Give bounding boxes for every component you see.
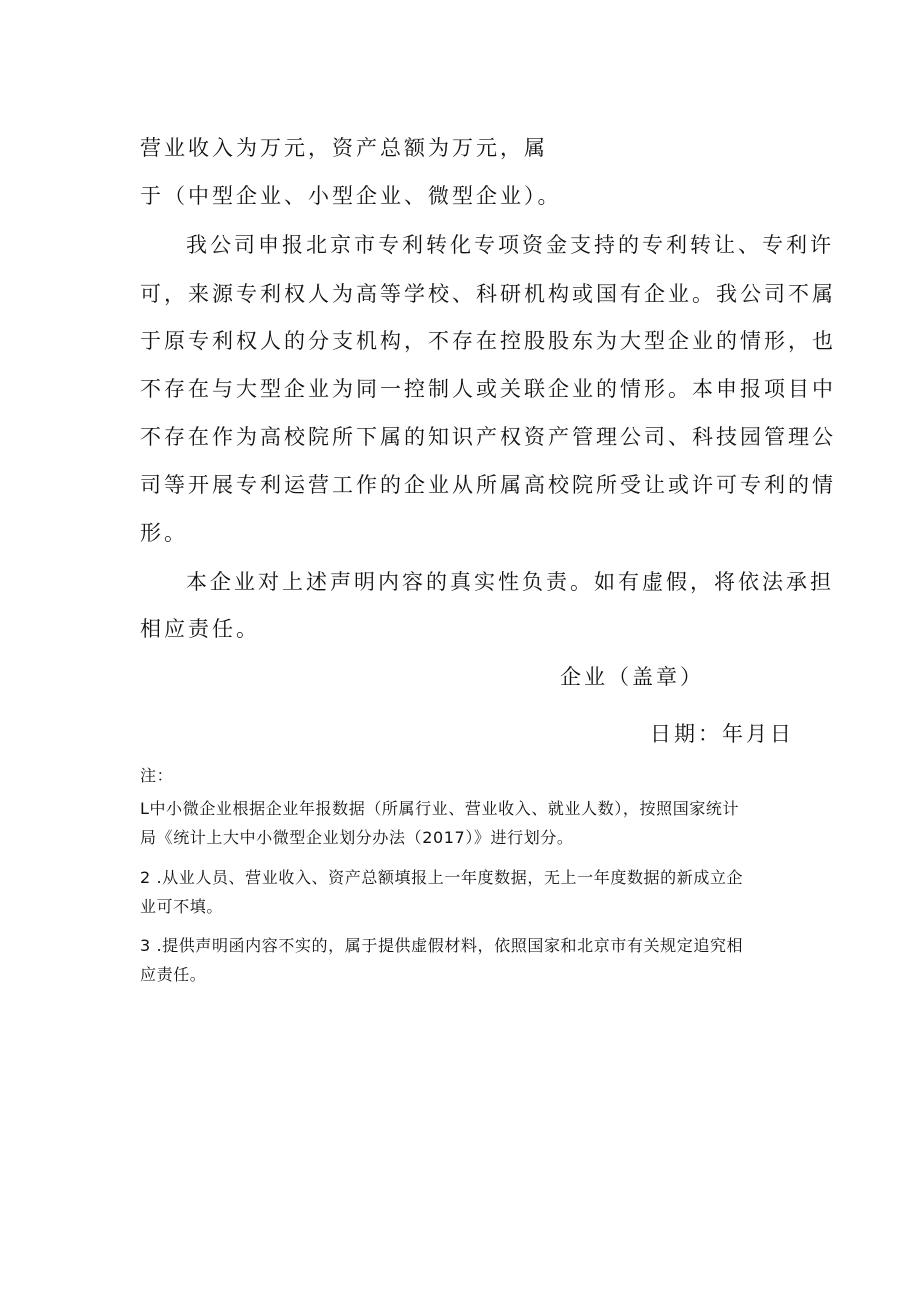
body-line: 本企业对上述声明内容的真实性负责。如有虚假，将依法承担 [186, 570, 834, 594]
body-line: 于（中型企业、小型企业、微型企业）。 [140, 184, 562, 208]
body-line: 营业收入为万元，资产总额为万元，属 [140, 136, 548, 160]
body-line: 可，来源专利权人为高等学校、科研机构或国有企业。我公司不属 [140, 282, 836, 306]
notes-heading: 注： [140, 766, 174, 785]
note-line: 2 .从业人员、营业收入、资产总额填报上一年度数据，无上一年度数据的新成立企 [140, 868, 744, 887]
body-line: 相应责任。 [140, 617, 260, 641]
note-line: 局《统计上大中小微型企业划分办法（2017）》进行划分。 [140, 828, 574, 847]
body-line: 于原专利权人的分支机构，不存在控股股东为大型企业的情形，也 [140, 329, 836, 353]
note-line: 业可不填。 [140, 897, 224, 916]
company-seal-label: 企业（盖章） [560, 665, 704, 689]
note-line: 3 .提供声明函内容不实的，属于提供虚假材料，依照国家和北京市有关规定追究相 [140, 936, 744, 955]
body-line: 我公司申报北京市专利转化专项资金支持的专利转让、专利许 [186, 233, 834, 257]
note-line: 应责任。 [140, 965, 207, 984]
note-line: L中小微企业根据企业年报数据（所属行业、营业收入、就业人数），按照国家统计 [140, 799, 740, 818]
body-line: 不存在与大型企业为同一控制人或关联企业的情形。本申报项目中 [140, 377, 836, 401]
body-line: 形。 [140, 521, 188, 545]
body-line: 不存在作为高校院所下属的知识产权资产管理公司、科技园管理公 [140, 425, 836, 449]
body-line: 司等开展专利运营工作的企业从所属高校院所受让或许可专利的情 [140, 473, 836, 497]
date-label: 日期：年月日 [650, 722, 794, 746]
